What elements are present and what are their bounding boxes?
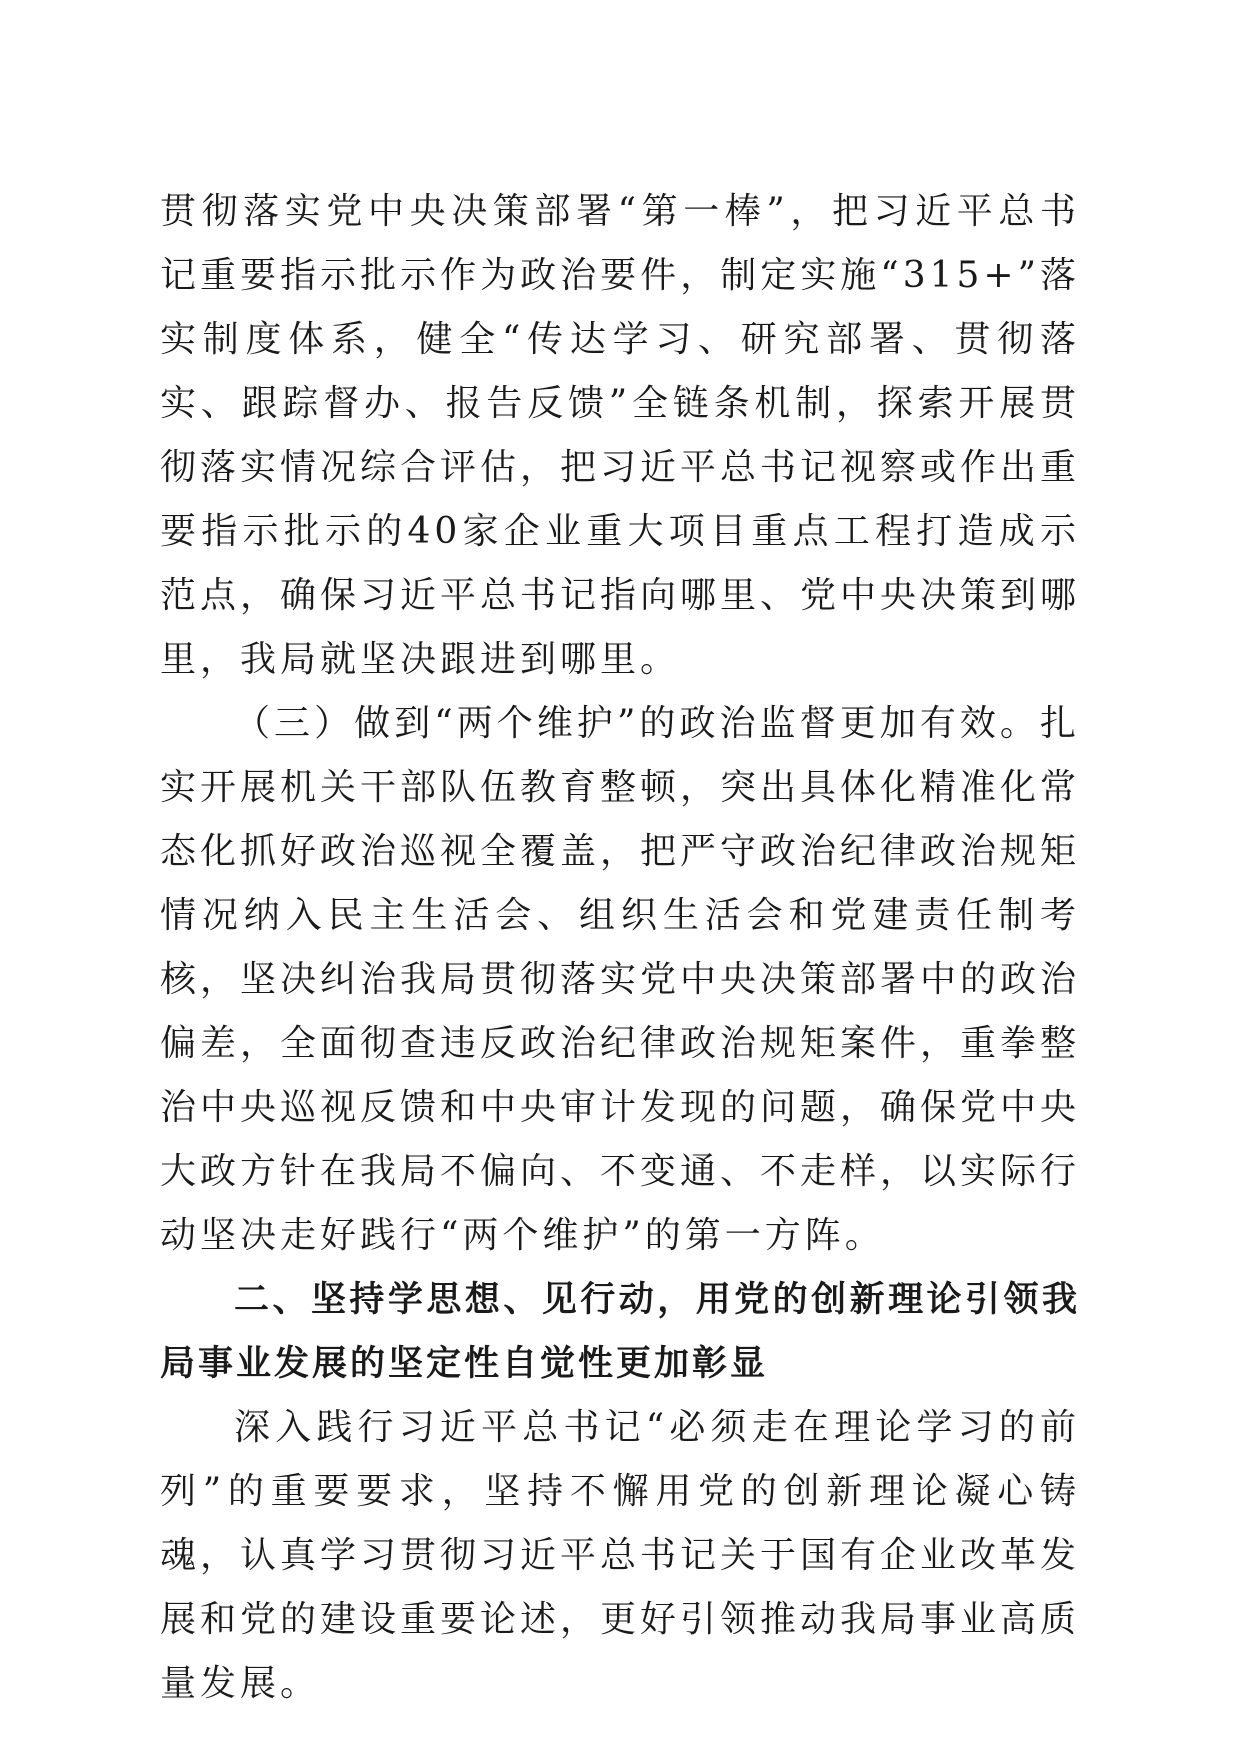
paragraph-theory-study: 深入践行习近平总书记“必须走在理论学习的前列”的重要要求，坚持不懈用党的创新理论凝心铸魂，认真学习贯彻习近平总书记关于国有企业改革发展和党的建设重要论述，更好引领推动我局事业高质量发展。 — [160, 1407, 1081, 1704]
document-body — [160, 180, 1080, 1716]
section-heading: 二、坚持学思想、见行动，用党的创新理论引领我局事业发展的坚定性自觉性更加彰显 — [160, 1280, 1080, 1384]
paragraph-political-supervision — [160, 692, 1080, 1268]
subsection-body: 扎实开展机关干部队伍教育整顿，突出具体化精准化常态化抓好政治巡视全覆盖，把严守政治纪律政治规矩情况纳入民主生活会、组织生活会和党建责任制考核，坚决纠治我局贯彻落实党中央决策部署中的政治偏差，全面彻查违反政治纪律政治规矩案件，重拳整治中央巡视反馈和中央审计发现的问题，确保党中央大政方针在我局不偏向、不变通、不走样，以实际行动坚决走好践行“两个维护”的第一方阵。 — [160, 703, 1081, 1256]
paragraph-continuation: 贯彻落实党中央决策部署“第一棒”，把习近平总书记重要指示批示作为政治要件，制定实施“315+”落实制度体系，健全“传达学习、研究部署、贯彻落实、跟踪督办、报告反馈”全链条机制，探索开展贯彻落实情况综合评估，把习近平总书记视察或作出重要指示批示的40家企业重大项目重点工程打造成示范点，确保习近平总书记指向哪里、党中央决策到哪里，我局就坚决跟进到哪里。 — [160, 191, 1081, 680]
subsection-heading: （三）做到“两个维护”的政治监督更加有效。 — [234, 703, 1040, 744]
